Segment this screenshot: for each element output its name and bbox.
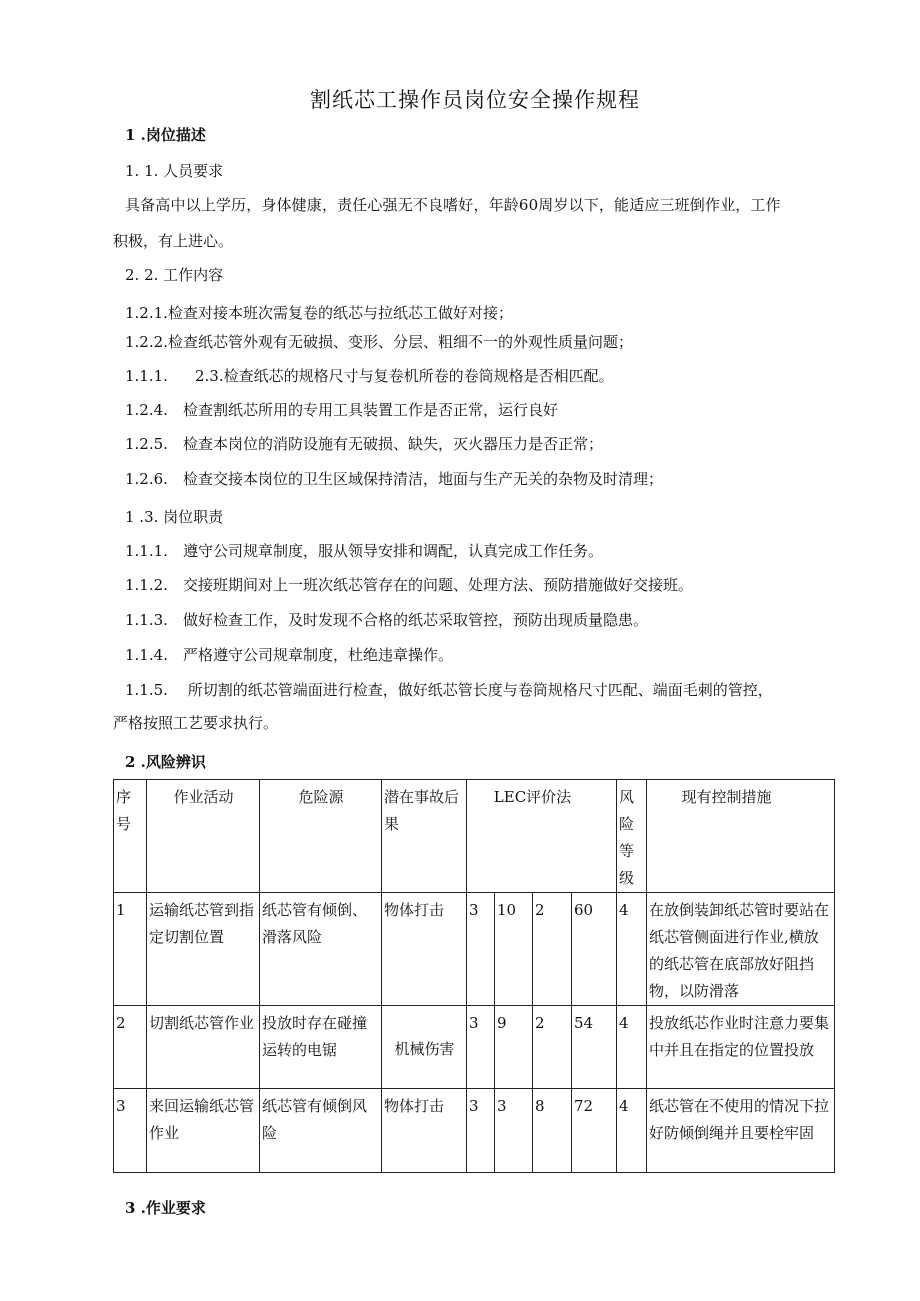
header-activity: 作业活动 (147, 780, 260, 893)
cell-d: 72 (572, 1089, 617, 1173)
item-number: 1.1.1. (125, 542, 168, 560)
cell-d: 54 (572, 1006, 617, 1089)
duty-item (125, 575, 693, 595)
cell-c: 2 (533, 893, 572, 1006)
cell-l: 3 (467, 893, 495, 1006)
item-number: 1.1.3. (125, 611, 168, 629)
cell-level: 4 (617, 1006, 647, 1089)
cell-activity: 切割纸芯管作业 (147, 1006, 260, 1089)
header-consequence: 潜在事故后果 (382, 780, 467, 893)
cell-activity: 运输纸芯管到指定切割位置 (147, 893, 260, 1006)
item-text: 做好检查工作，及时发现不合格的纸芯采取管控，预防出现质量隐患。 (183, 611, 649, 629)
duty-item (125, 541, 603, 561)
work-item (125, 332, 633, 352)
work-item (125, 400, 558, 420)
table-header-row (114, 780, 835, 893)
item-text: 检查纸芯管外观有无破损、变形、分层、粗细不一的外观性质量问题； (167, 333, 633, 351)
item-number: 1.1.4. (125, 646, 168, 664)
item-text: 遵守公司规章制度，服从领导安排和调配，认真完成工作任务。 (183, 542, 604, 560)
work-item (125, 366, 614, 386)
cell-measures: 在放倒装卸纸芯管时要站在纸芯管侧面进行作业,横放的纸芯管在底部放好阻挡物，以防滑落 (647, 893, 835, 1006)
duty-item (125, 680, 773, 700)
cell-hazard: 投放时存在碰撞运转的电锯 (260, 1006, 382, 1089)
item-text: 2.3.检查纸芯的规格尺寸与复卷机所卷的卷筒规格是否相匹配。 (195, 367, 614, 385)
cell-c: 2 (533, 1006, 572, 1089)
cell-e: 9 (495, 1006, 533, 1089)
subsection-1-2-heading: 2. 2. 工作内容 (125, 266, 224, 284)
cell-consequence: 机械伤害 (382, 1006, 467, 1089)
item-text: 严格遵守公司规章制度，杜绝违章操作。 (183, 646, 454, 664)
cell-consequence: 物体打击 (382, 1089, 467, 1173)
cell-level: 4 (617, 1089, 647, 1173)
duty-item (125, 645, 453, 665)
cell-measures: 纸芯管在不使用的情况下拉好防倾倒绳并且要栓牢固 (647, 1089, 835, 1173)
requirements-text: 具备高中以上学历，身体健康，责任心强无不良嗜好，年龄60周岁以下，能适应三班倒作业，工作 (125, 196, 781, 214)
cell-hazard: 纸芯管有倾倒风险 (260, 1089, 382, 1173)
section-2-heading: 2 .风险辨识 (125, 753, 206, 771)
table-row (114, 1006, 835, 1089)
duty-item-cont: 严格按照工艺要求执行。 (113, 714, 279, 732)
section-1-heading: 1 .岗位描述 (125, 126, 206, 144)
cell-activity: 来回运输纸芯管作业 (147, 1089, 260, 1173)
header-lec: LEC评价法 (467, 780, 617, 893)
item-text: 检查割纸芯所用的专用工具装置工作是否正常，运行良好 (183, 401, 559, 419)
item-text: 检查对接本班次需复卷的纸芯与拉纸芯工做好对接； (167, 304, 513, 322)
cell-seq: 3 (114, 1089, 147, 1173)
subsection-1-3-heading: 1 .3. 岗位职责 (125, 508, 224, 526)
section-3-heading: 3 .作业要求 (125, 1199, 206, 1217)
item-number: 1.1.5. (125, 681, 168, 699)
item-number: 1.2.4. (125, 401, 168, 419)
work-item (125, 469, 663, 489)
item-number: 1.2.6. (125, 470, 168, 488)
subsection-1-1-heading: 1. 1. 人员要求 (125, 162, 224, 180)
header-level: 风险等级 (617, 780, 647, 893)
cell-hazard: 纸芯管有倾倒、滑落风险 (260, 893, 382, 1006)
work-item (125, 434, 603, 454)
item-text: 交接班期间对上一班次纸芯管存在的问题、处理方法、预防措施做好交接班。 (183, 576, 694, 594)
cell-e: 3 (495, 1089, 533, 1173)
header-hazard: 危险源 (260, 780, 382, 893)
cell-c: 8 (533, 1089, 572, 1173)
cell-l: 3 (467, 1006, 495, 1089)
item-text: 所切割的纸芯管端面进行检查，做好纸芯管长度与卷筒规格尺寸匹配、端面毛刺的管控， (183, 681, 773, 699)
cell-measures: 投放纸芯作业时注意力要集中并且在指定的位置投放 (647, 1006, 835, 1089)
cell-seq: 2 (114, 1006, 147, 1089)
cell-e: 10 (495, 893, 533, 1006)
cell-level: 4 (617, 893, 647, 1006)
table-row (114, 1089, 835, 1173)
item-text: 检查本岗位的消防设施有无破损、缺失，灭火器压力是否正常； (183, 435, 604, 453)
work-item (125, 303, 513, 323)
item-number: 1.2.2. (125, 333, 168, 351)
cell-seq: 1 (114, 893, 147, 1006)
cell-l: 3 (467, 1089, 495, 1173)
cell-d: 60 (572, 893, 617, 1006)
duty-item (125, 610, 648, 630)
header-seq: 序号 (114, 780, 147, 893)
item-number: 1.2.1. (125, 304, 168, 322)
cell-consequence: 物体打击 (382, 893, 467, 1006)
risk-table (113, 779, 835, 1173)
header-measures: 现有控制措施 (647, 780, 835, 893)
item-text: 检查交接本岗位的卫生区域保持清洁，地面与生产无关的杂物及时清理； (183, 470, 664, 488)
item-number: 1.2.5. (125, 435, 168, 453)
item-number: 1.1.2. (125, 576, 168, 594)
table-row (114, 893, 835, 1006)
requirements-text-cont: 积极，有上进心。 (113, 232, 234, 250)
item-number: 1.1.1. (125, 367, 168, 385)
document-title: 割纸芯工操作员岗位安全操作规程 (310, 88, 640, 112)
